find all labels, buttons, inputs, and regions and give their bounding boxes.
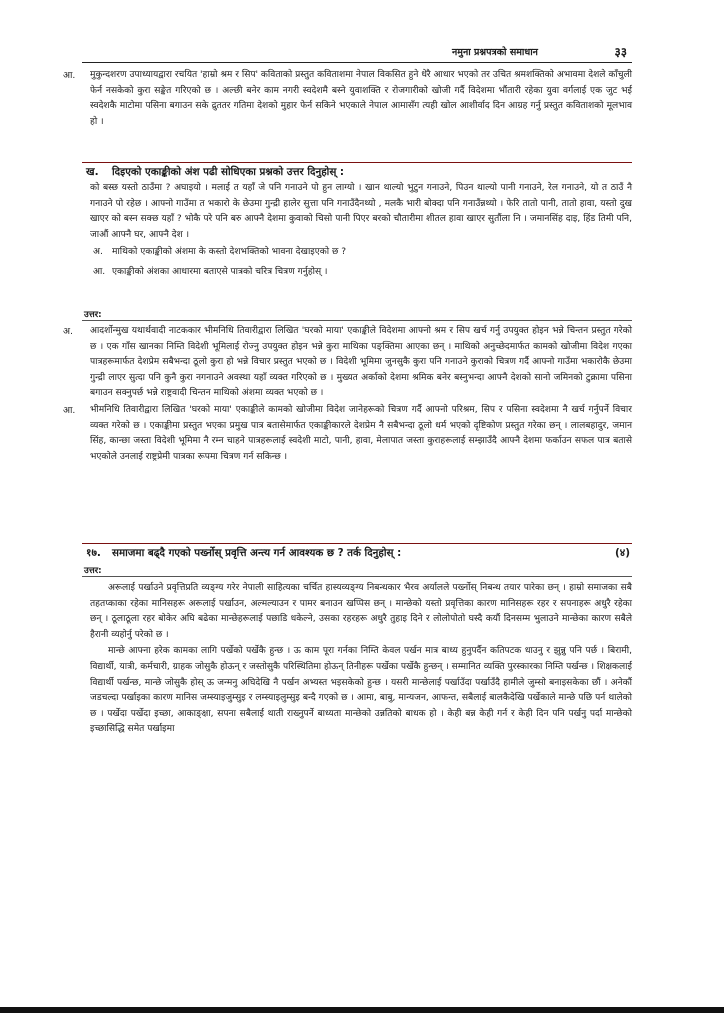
answer-marker: अ. [63,326,73,337]
bottom-border [0,1007,724,1013]
answer-label: उत्तर: [84,310,102,320]
answer-aa-prev [63,68,632,130]
question-17-bar [82,543,632,562]
passage-block [90,181,632,281]
answer-marker: आ. [63,404,76,416]
question-text: समाजमा बढ्दै गएको पर्ख्नोस् प्रवृत्ति अन्त्य गर्न आवश्यक छ ? तर्क दिनुहोस् : [112,547,402,559]
sub-question-marker: आ. [93,266,106,277]
answers-block-2 [90,581,632,738]
answer-label: उत्तर: [84,566,102,576]
sub-question [90,265,632,281]
sub-question-marker: अ. [93,247,103,258]
answers-block-1 [63,324,632,465]
answer-paragraph: मान्छे आफ्ना हरेक कामका लागि पर्खेको पर्खेकै हुन्छ । ऊ काम पूरा गर्नका निम्ति केवल पर्खन मात्र बाध्य हुनुपर्दैन कतिपटक धाउनु र झुन्नु पनि पर्छ । बिरामी, विद्यार्थी, यात्री, कर्मचारी, ग्राहक जोसुकै होऊन् र जस्तोसुकै परिस्थितिमा होऊन् तिनीहरू पर्खेका पर्खेकै हुन्छन् । सम्मानित व्यक्ति पुरस्कारका निम्ति पर्खन्छ । शिक्षकलाई विद्यार्थी पर्खन्छ, मान्छे जोसुकै होस् ऊ जन्मनु अघिदेखि नै पर्खन अभ्यस्त भइसकेको हुन्छ । यसरी मान्छेलाई पर्खाउँदा पर्खाउँदै हामीले जुम्सो बनाइसकेका छौं । अनेकौं जडचल्दा पर्खाइका कारण मानिस जम्स्याइजुम्सुइ र लम्स्याइलुम्सुइ बन्दै गएको छ । आमा, बाबु, मान्यजन, आफन्त, सबैलाई बालकैदेखि पर्खेकाले मान्छे पछि पर्न थालेको छ । पर्खेदा पर्खेदा इच्छा, आकाङ्क्षा, सपना सबैलाई थाती राख्नुपर्ने बाध्यता मान्छेको उन्नतिको बाधक हो । केही बन्न केही गर्न र केही दिन पनि पर्खनु पर्दा मान्छेको इच्छासिद्धि समेत पर्खाइमा [90,646,632,735]
question-marker: ख. [86,166,99,178]
page-number: ३३ [614,45,627,59]
running-title: नमुना प्रश्नपत्रको समाधान [452,47,538,58]
question-text: दिइएको एकाङ्कीको अंश पढी सोधिएका प्रश्नको उत्तर दिनुहोस् : [112,166,344,178]
sub-question-text: एकाङ्कीको अंशका आधारमा बताएसे पात्रको चरित्र चित्रण गर्नुहोस् । [112,266,328,277]
answer-rule [82,320,632,321]
question-number: १७. [86,547,101,559]
answer-paragraph [63,324,632,402]
answer-paragraph: अरूलाई पर्खाउने प्रवृत्तिप्रति व्यङ्ग्य गरेर नेपाली साहित्यका चर्चित हास्यव्यङ्ग्य निबन्धकार भैरव अर्यालले पर्ख्नोस् निबन्ध तयार पारेका छन् । हाम्रो समाजका सबै तहतप्काका रहेका मानिसहरू अरूलाई पर्खाउन, अल्मल्याउन र पामर बनाउन खप्पिस छन् । मान्छेको यस्तो प्रवृत्तिका कारण मानिसहरू रहर र सपनाहरू अधुरै रहेका छन् । ठूलाठूला रहर बोकेर अघि बढेका मान्छेहरूलाई पछाडि धकेल्ने, उसका रहरहरू अधुरै तुहाइ दिने र लोलोपोतो घस्दै कयौं दिनसम्म भुलाउने मान्छेका कारण सबैले हैरानी व्यहोर्नु परेको छ । [90,583,632,640]
answer-rule [82,576,632,577]
question-kha-bar [82,162,632,181]
sub-question [90,245,632,261]
answer-text: आदर्शोन्मुख यथार्थवादी नाटककार भीमनिधि तिवारीद्वारा लिखित 'घरको माया' एकाङ्कीले विदेशमा आफ्नो श्रम र सिप खर्च गर्नु उपयुक्त होइन भन्ने चिन्तन प्रस्तुत गरेको छ । एक गाँस खानका निम्ति विदेशी भूमिलाई रोज्नु उपयुक्त होइन भन्ने कुरा माथिका पङ्क्तिमा आएका छन् । माथिको अनुच्छेदमार्फत कामको खोजीमा विदेश गएका पात्रहरूमार्फत देशप्रेम सबैभन्दा ठूलो कुरा हो भन्ने विचार प्रस्तुत भएको छ । विदेशी भूमिमा जुनसुकै कुरा पनि गनाउने कुराको चित्रण गर्दै आफ्नो गाउँमा भकारोकै छेउमा गुन्द्री लाएर सुत्दा पनि कुनै कुरा नगनाउने अवस्था यहाँ व्यक्त गरिएको छ । मुख्यत अर्काको देशमा श्रमिक बनेर बस्नुभन्दा आफ्नै देशको सानो जमिनको टुक्रामा पसिना बगाउन सक्नुपर्छ भन्ने राष्ट्रवादी चिन्तन माथिको अंशमा व्यक्त भएको छ । [90,326,632,399]
running-header [452,44,627,60]
header-rule [82,62,632,63]
answer-text: मुकुन्दशरण उपाध्यायद्वारा रचयित 'हाम्रो श्रम र सिप' कविताको प्रस्तुत कविताशमा नेपाल विकसित हुने धेरै आधार भएको तर उचित श्रमशक्तिको अभावमा देशले काँचुली फेर्न नसकेको कुरा सङ्केत गरिएको छ । अल्छी बनेर काम नगरी स्वदेशमै बस्ने युवाशक्ति र रोजगारीको खोजी गर्दै विदेशमा भौंतारी रहेका युवा वर्गलाई एक जुट भई स्वदेशकै माटोमा पसिना बगाउन सके द्रुततर गतिमा देशको मुहार फेर्न सकिने भएकाले नेपाल आमासँग त्यही खोल आशीर्वाद दिन आग्रह गर्नु प्रस्तुत कविताशको मूलभाव हो । [90,70,632,127]
answer-marker: आ. [63,70,76,81]
answer-paragraph [63,403,632,465]
answer-text: भीमनिधि तिवारीद्वारा लिखित 'घरको माया' एकाङ्कीले कामको खोजीमा विदेश जानेहरूको चित्रण गर्दै आफ्नो परिश्रम, सिप र पसिना स्वदेशमा नै खर्च गर्नुपर्ने विचार व्यक्त गरेको छ । एकाङ्कीमा प्रस्तुत भएका प्रमुख पात्र बतासेमार्फत एकाङ्कीकारले देशप्रेम नै सबैभन्दा ठूलो धर्म भएको दृष्टिकोण प्रस्तुत गरेका छन् । लालबहादुर, जमान सिंह, कान्छा जस्ता विदेशी भूमिमा नै रम्न चाहने पात्रहरूलाई स्वदेशी माटो, पानी, हावा, मेलापात जस्ता कुराहरूलाई सम्झाउँदै आफ्नै देशमा फर्काउन सफल पात्र बतासे भएकोले उनलाई राष्ट्रप्रेमी पात्रका रूपमा चित्रण गर्न सकिन्छ । [90,404,632,462]
sub-question-text: माथिको एकाङ्कीको अंशमा के कस्तो देशभक्तिको भावना देखाइएको छ ? [112,247,347,258]
passage-text: को बस्छ यस्तो ठाउँमा ? अघाइयो । मलाई त यहाँ जे पनि गनाउने पो हुन लाग्यो । खान थाल्यो भुटुन गनाउने, पिउन थाल्यो पानी गनाउने, रेल गनाउने, यो त ठाउँ नै गनाउने पो रहेछ । आफ्नो गाउँमा त भकारो के छेउमा गुन्द्री हालेर सुत्ता पनि गनाउँदैनथ्यो , मलकै भारी बोक्दा पनि गनाउँन्नथ्यो । फेरि तातो पानी, तातो हावा, यस्तो दुख खाएर को बस्न सक्छ यहाँ ? भोकै परे पनि बरु आफ्नै देशमा कुवाको चिसो पानी पिएर बरको चौतारीमा शीतल हावा खाएर सुतौंला नि । जमानसिंह दाइ, हिंड तिमी पनि, जाऔं आफ्नै घर, आफ्नै देश । [90,183,632,240]
question-marks: (४) [614,547,630,559]
